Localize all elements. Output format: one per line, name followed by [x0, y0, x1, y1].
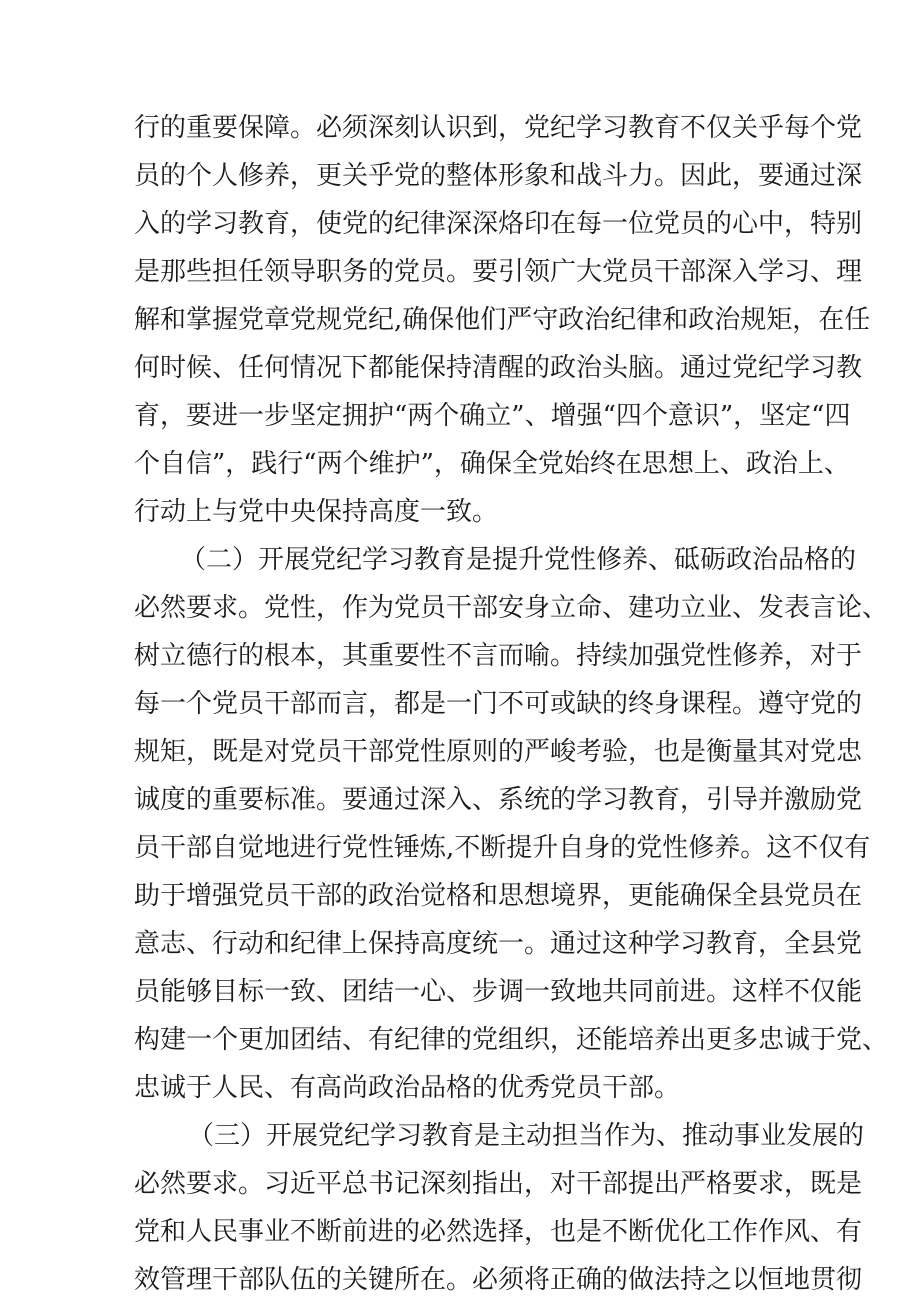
text-line-24: 党和人民事业不断前进的必然选择，也是不断优化工作作风、有 [134, 1217, 863, 1247]
text-line-3: 入的学习教育，使党的纪律深深烙印在每一位党员的心中，特别 [134, 209, 863, 239]
text-line-6: 何时候、任何情况下都能保持清醒的政治头脑。通过党纪学习教 [134, 353, 863, 383]
text-line-1: 行的重要保障。必须深刻认识到，党纪学习教育不仅关乎每个党 [134, 113, 863, 143]
text-line-14: 规矩，既是对党员干部党性原则的严峻考验，也是衡量其对党忠 [134, 737, 863, 767]
text-line-5: 解和掌握党章党规党纪,确保他们严守政治纪律和政治规矩，在任 [134, 305, 871, 335]
text-line-15: 诚度的重要标准。要通过深入、系统的学习教育，引导并激励党 [134, 785, 863, 815]
section-heading-2: （二）开展党纪学习教育是提升党性修养、砥砺政治品格的 [180, 545, 857, 575]
text-line-8: 个自信”，践行“两个维护”，确保全党始终在思想上、政治上、 [134, 449, 850, 479]
text-line-2: 员的个人修养，更关乎党的整体形象和战斗力。因此，要通过深 [134, 161, 863, 191]
text-line-9: 行动上与党中央保持高度一致。 [134, 497, 499, 527]
text-line-16: 员干部自觉地进行党性锤炼,不断提升自身的党性修养。这不仅有 [134, 833, 871, 863]
text-line-12: 树立德行的根本，其重要性不言而喻。持续加强党性修养，对于 [134, 641, 863, 671]
text-line-13: 每一个党员干部而言，都是一门不可或缺的终身课程。遵守党的 [134, 689, 863, 719]
section-heading-3: （三）开展党纪学习教育是主动担当作为、推动事业发展的 [188, 1121, 865, 1151]
text-line-4: 是那些担任领导职务的党员。要引领广大党员干部深入学习、理 [134, 257, 863, 287]
text-line-20: 构建一个更加团结、有纪律的党组织，还能培养出更多忠诚于党、 [134, 1025, 889, 1055]
text-line-25: 效管理干部队伍的关键所在。必须将正确的做法持之以恒地贯彻 [134, 1265, 863, 1295]
text-line-11: 必然要求。党性，作为党员干部安身立命、建功立业、发表言论、 [134, 593, 889, 623]
text-line-17: 助于增强党员干部的政治觉格和思想境界，更能确保全县党员在 [134, 881, 863, 911]
text-line-23: 必然要求。习近平总书记深刻指出，对干部提出严格要求，既是 [134, 1169, 863, 1199]
text-line-7: 育，要进一步坚定拥护“两个确立”、增强“四个意识”，坚定“四 [134, 401, 851, 431]
text-line-21: 忠诚于人民、有高尚政治品格的优秀党员干部。 [134, 1073, 681, 1103]
text-line-18: 意志、行动和纪律上保持高度统一。通过这种学习教育，全县党 [134, 929, 863, 959]
text-line-19: 员能够目标一致、团结一心、步调一致地共同前进。这样不仅能 [134, 977, 863, 1007]
